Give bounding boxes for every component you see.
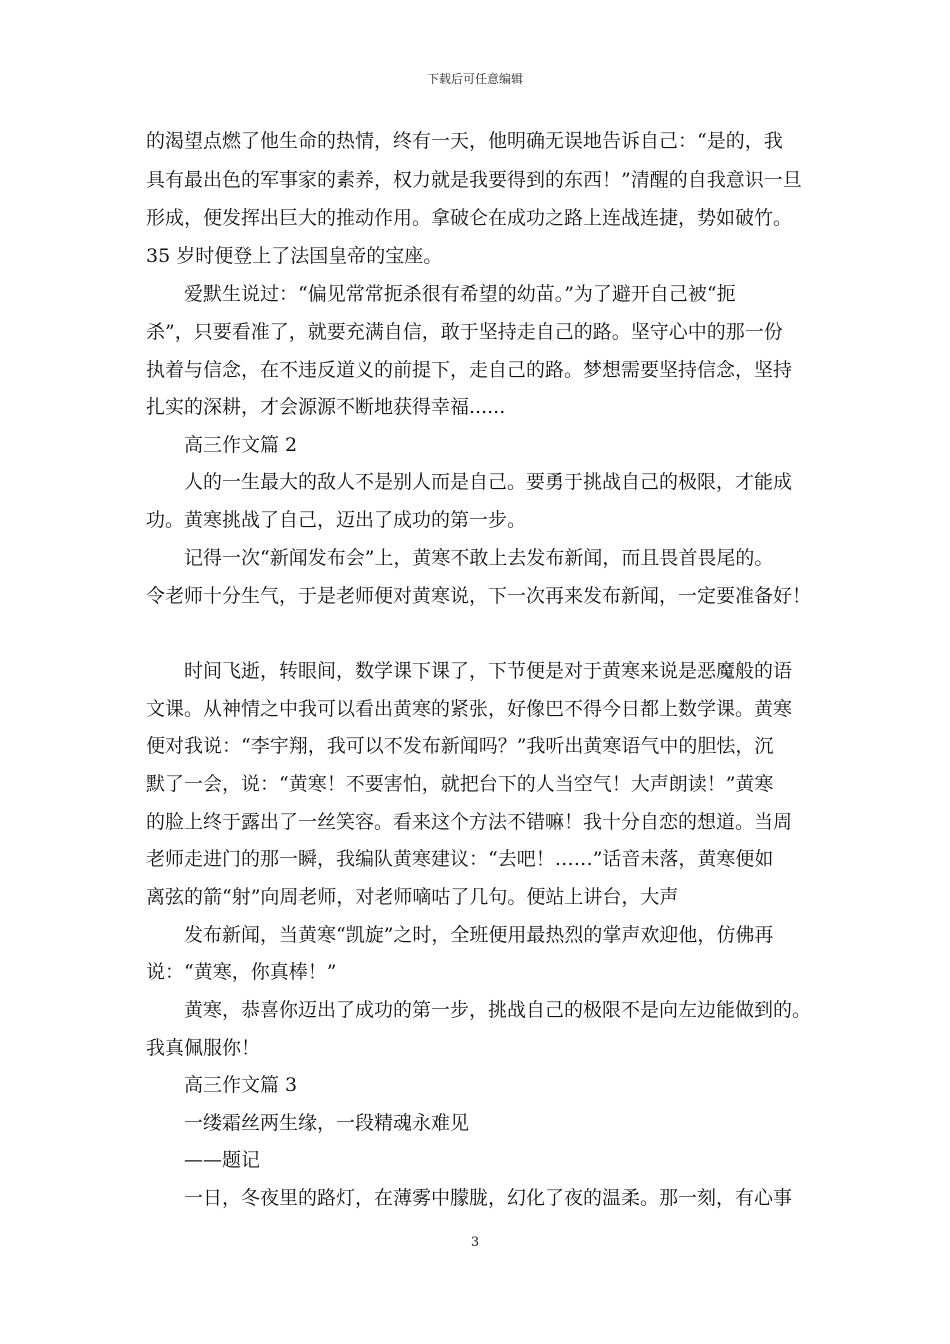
text-line: 形成，便发挥出巨大的推动作用。拿破仑在成功之路上连战连捷，势如破竹。 [146, 207, 793, 229]
text-line: 记得一次“新闻发布会”上，黄寒不敢上去发布新闻，而且畏首畏尾的。 [184, 547, 774, 569]
page-header: 下载后可任意编辑 [426, 72, 523, 86]
text-line: 发布新闻，当黄寒“凯旋”之时，全班便用最热烈的掌声欢迎他，仿佛再 [184, 924, 774, 946]
text-line: 一缕霜丝两生缘，一段精魂永难见 [184, 1112, 470, 1134]
text-line: 扎实的深耕，才会源源不断地获得幸福...... [146, 396, 506, 418]
text-line: ——题记 [184, 1149, 261, 1171]
text-line: 执着与信念，在不违反道义的前提下，走自己的路。梦想需要坚持信念，坚持 [146, 359, 793, 381]
text-line: 黄寒，恭喜你迈出了成功的第一步，挑战自己的极限不是向左边能做到的。 [184, 999, 812, 1021]
text-line: 杀”，只要看准了，就要充满自信，敢于坚持走自己的路。坚守心中的那一份 [146, 321, 783, 343]
section-heading: 高三作文篇 3 [184, 1074, 298, 1096]
text-line: 的脸上终于露出了一丝笑容。看来这个方法不错嘛！我十分自恋的想道。当周 [146, 811, 793, 833]
section-heading: 高三作文篇 2 [184, 434, 298, 456]
text-line: 默了一会，说：“黄寒！不要害怕，就把台下的人当空气！大声朗读！”黄寒 [146, 773, 774, 795]
text-line: 的渴望点燃了他生命的热情，终有一天，他明确无误地告诉自己：“是的，我 [146, 130, 783, 152]
text-line: 离弦的箭“射”向周老师，对老师嘀咕了几句。便站上讲台，大声 [146, 886, 679, 908]
text-line: 我真佩服你！ [146, 1037, 261, 1059]
text-line: 功。黄寒挑战了自己，迈出了成功的第一步。 [146, 509, 527, 531]
page-number: 3 [470, 1235, 480, 1250]
text-line: 具有最出色的军事家的素养，权力就是我要得到的东西！”清醒的自我意识一旦 [146, 169, 802, 191]
text-line: 爱默生说过：“偏见常常扼杀很有希望的幼苗。”为了避开自己被“扼 [184, 283, 736, 305]
text-line: 便对我说：“李宇翔，我可以不发布新闻吗？”我听出黄寒语气中的胆怯，沉 [146, 735, 774, 757]
text-line: 文课。从神情之中我可以看出黄寒的紧张，好像巴不得今日都上数学课。黄寒 [146, 698, 793, 720]
text-line: 老师走进门的那一瞬，我编队黄寒建议：“去吧！……”话音未落，黄寒便如 [146, 848, 774, 870]
text-line: 一日，冬夜里的路灯，在薄雾中朦胧，幻化了夜的温柔。那一刻，有心事 [184, 1187, 793, 1209]
text-line: 说：“黄寒，你真棒！” [146, 961, 337, 983]
text-line: 35 岁时便登上了法国皇帝的宝座。 [146, 245, 443, 267]
text-line: 人的一生最大的敌人不是别人而是自己。要勇于挑战自己的极限，才能成 [184, 471, 793, 493]
text-line: 时间飞逝，转眼间，数学课下课了，下节便是对于黄寒来说是恶魔般的语 [184, 660, 793, 682]
text-line: 令老师十分生气，于是老师便对黄寒说，下一次再来发布新闻，一定要准备好！ [146, 585, 812, 607]
